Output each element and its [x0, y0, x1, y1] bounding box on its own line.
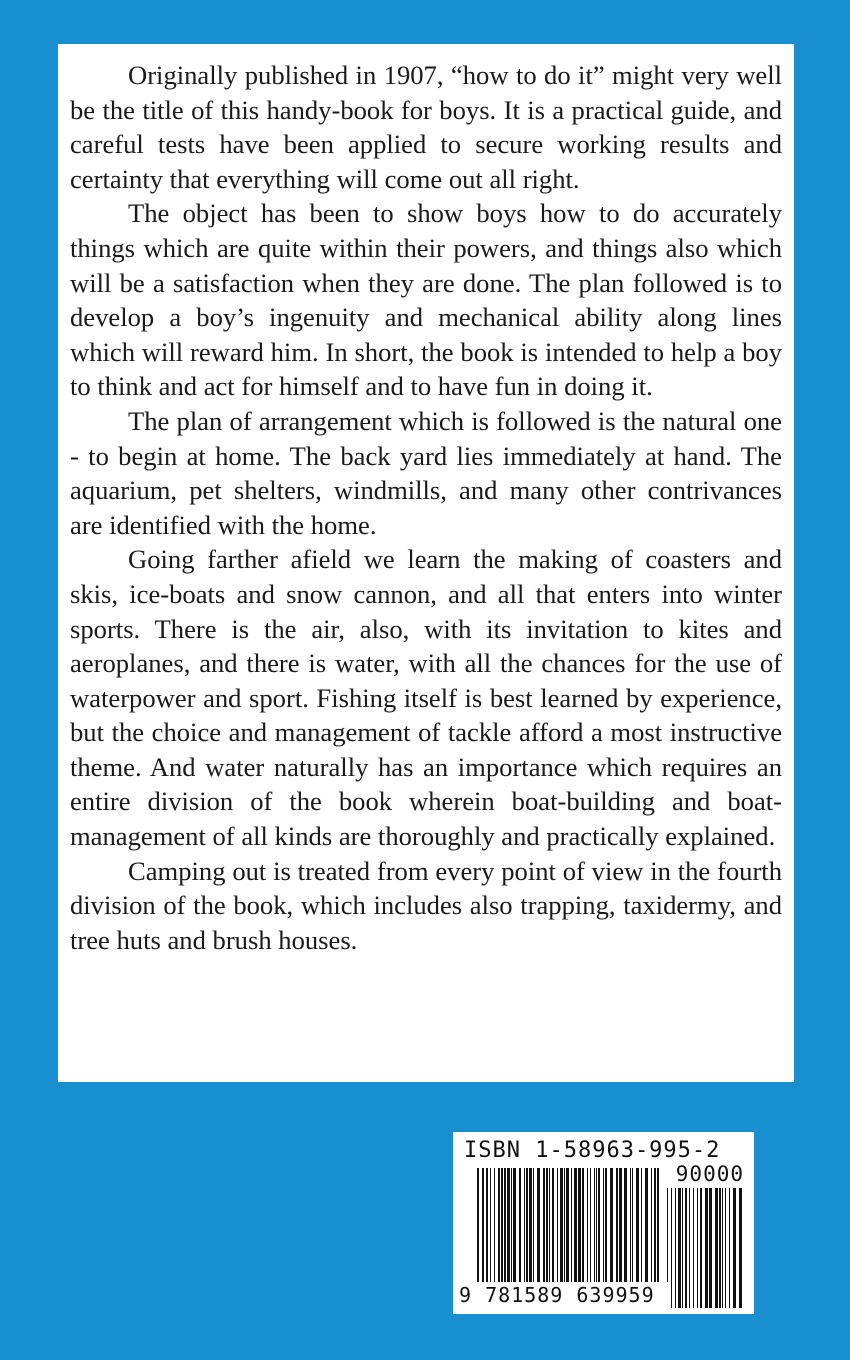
price-addon-code: 90000 — [675, 1162, 744, 1186]
barcode-bar — [722, 1188, 723, 1308]
barcode-bar — [719, 1188, 721, 1308]
description-panel — [58, 44, 794, 1082]
isbn-label: ISBN 1-58963-995-2 — [464, 1138, 721, 1163]
barcode-bar — [697, 1188, 698, 1308]
barcode-bar — [685, 1188, 687, 1308]
barcode-bar — [671, 1188, 672, 1308]
paragraph-5: Camping out is treated from every point of view in the fourth division of the book, which includes also trapping, taxidermy, and tree huts and brush houses. — [70, 855, 782, 955]
ean-digits: 9 781589 639959 — [459, 1282, 671, 1308]
barcode-bar — [715, 1188, 718, 1308]
barcode-bar — [709, 1188, 712, 1308]
barcode-bar — [678, 1188, 681, 1308]
barcode-bar — [739, 1188, 742, 1308]
barcode-bar — [689, 1188, 690, 1308]
paragraph-1: Originally published in 1907, “how to do it” might very well be the title of this handy-book for boys. It is a practical guide, and careful tests have been applied to secure working results and certainty that everything will come out all right. — [70, 60, 782, 194]
barcode-bar — [725, 1188, 726, 1308]
barcode-bar — [705, 1188, 708, 1308]
paragraph-2: The object has been to show boys how to do accurately things which are quite within their powers, and things also which will be a satisfaction when they are done. The plan followed is to develop a boy’s ingenuity and mechanical ability along lines which will reward him. In short, the book is intended to help a boy to think and act for himself and to have fun in doing it. — [70, 198, 782, 402]
barcode-bar — [729, 1188, 730, 1308]
addon-barcode-bars — [667, 1188, 743, 1308]
isbn-barcode — [453, 1132, 754, 1314]
barcode-bar — [693, 1188, 694, 1308]
barcode-bar — [733, 1188, 736, 1308]
paragraph-3: The plan of arrangement which is followed is the natural one - to begin at home. The back yard lies immediately at hand. The aquarium, pet shelters, windmills, and many other contrivances are identified with the home. — [70, 405, 782, 540]
barcode-bar — [682, 1188, 683, 1308]
barcode-bar — [675, 1188, 676, 1308]
paragraph-4: Going farther afield we learn the making of coasters and skis, ice-boats and snow cannon, and all that enters into winter sports. There is the air, also, with its invitation to kites and aeroplanes, and there is water, with all the chances for the use of waterpower and sport. Fishing itself is best learned by experience, but the choice and management of tackle afford a most instructive theme. And water naturally has an importance which requires an entire division of the book wherein boat-building and boat-management of all kinds are thoroughly and practically explained. — [70, 544, 782, 852]
barcode-bar — [700, 1188, 702, 1308]
